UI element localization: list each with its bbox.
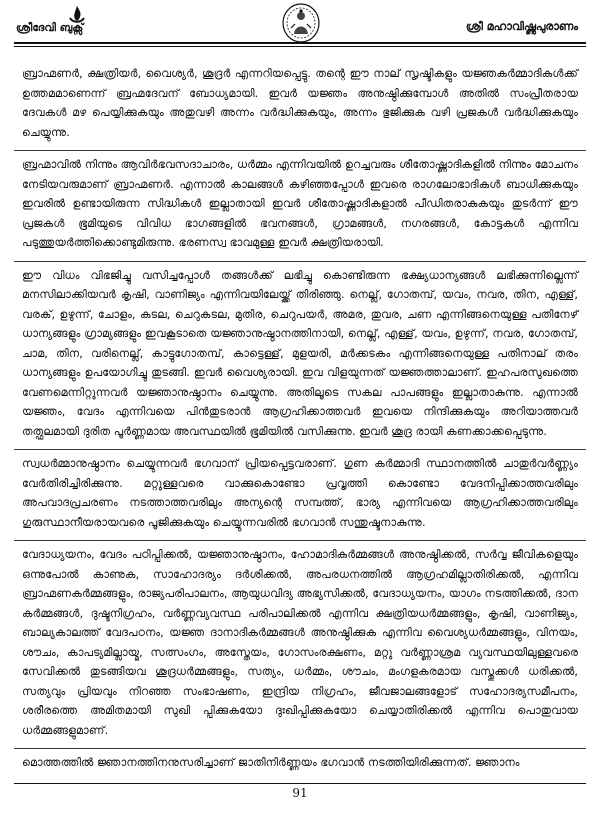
paragraph-4: സ്വധർമ്മാനുഷ്ഠാനം ചെയ്യുന്നവർ ഭഗവാന് പ്രിയപ്പെട്ടവരാണ്. ഗുണ കർമ്മാദി സ്ഥാനത്തിൽ ചാതുർവർണ്ണ്യം വേർതിരിച്ചിരിക്കുന്നു. മറ്റുള്ളവരെ വാക്കുകൊണ്ടോ പ്രവൃത്തി കൊണ്ടോ വേദനിപ്പിക്കാത്തവരിലും അപവാദപ്രചരണം നടത്താത്തവരിലും അന്യന്റെ സമ്പത്ത്, ഭാര്യ എന്നിവയെ ആഗ്രഹിക്കാത്തവരിലും ഗുരുസ്ഥാനീയരായവരെ പൂജിക്കുകയും ചെയ്യുന്നവരിൽ ഭഗവാൻ സന്തുഷ്ടനാകുന്നു.: [14, 449, 586, 538]
page-number: 91: [292, 786, 308, 800]
book-title: ശ്രീ മഹാവിഷ്ണുപുരാണം: [465, 20, 578, 33]
deity-emblem-icon: [281, 2, 321, 44]
paragraph-2: ബ്രഹ്മാവിൽ നിന്നും ആവിർഭവസദാചാരം, ധർമ്മം എന്നിവയിൽ ഉറച്ചവരും ശീതോഷ്ണാദികളിൽ നിന്നും മോചനം നേടിയവരുമാണ് ബ്രാഹ്മണർ. എന്നാൽ കാലങ്ങൾ കഴിഞ്ഞപ്പോൾ ഇവരെ രാഗലോഭാദികൾ ബാധിക്കുകയും ഇവരിൽ ഉണ്ടായിരുന്ന സിദ്ധികൾ ഇല്ലാതായി ഇവർ ശീതോഷ്ണാദികളാൽ പീഡിതരാകുകയും തുടർന്ന് ഈ പ്രജകൾ ഭൂമിയുടെ വിവിധ ഭാഗങ്ങളിൽ ഭവനങ്ങൾ, ഗ്രാമങ്ങൾ, നഗരങ്ങൾ, കോട്ടകൾ എന്നിവ പടുത്തുയർത്തിക്കൊണ്ടുമിരുന്നു. ഭരണസ്വ ഭാവമുള്ള ഇവർ ക്ഷത്രിയരായി.: [14, 150, 586, 259]
paragraph-1: ബ്രാഹ്മണർ, ക്ഷത്രിയർ, വൈശ്യർ, ശൂദ്രർ എന്നറിയപ്പെട്ടു. തന്റെ ഈ നാല് സൃഷ്ടികളും യജ്ഞകർമ്മാദികൾക്ക് ഉത്തമമാണെന്ന് ബ്രഹ്മദേവന് ബോധ്യമായി. ഇവർ യജ്ഞം അനുഷ്ഠിക്കുമ്പോൾ അതിൽ സംപ്രീതരായ ദേവകൾ മഴ പെയ്യിക്കുകയും അതുവഴി അന്നം വർദ്ധിക്കുകയും, അന്നം ഭുജിക്കുക വഴി പ്രജകൾ വർദ്ധിക്കുകയും ചെയ്യുന്നു.: [22, 67, 578, 139]
paragraph-6: മൊത്തത്തിൽ ജ്ഞാനത്തിനനുസരിച്ചാണ് ജാതിനിർണ്ണയം ഭഗവാൻ നടത്തിയിരിക്കുന്നത്. ജ്ഞാനം: [14, 748, 586, 779]
header-divider: [14, 42, 586, 44]
page-header: [0, 0, 600, 58]
footer-divider: [14, 783, 586, 784]
header-divider-thin: [14, 46, 586, 47]
paragraph-3: ഈ വിധം വിഭജിച്ചു വസിച്ചപ്പോൾ തങ്ങൾക്ക് ലഭിച്ചു കൊണ്ടിരുന്ന ഭക്ഷ്യധാന്യങ്ങൾ ലഭിക്കുന്നില്ലെന്ന് മനസിലാക്കിയവർ കൃഷി, വാണിജ്യം എന്നിവയിലേയ്ക്ക് തിരിഞ്ഞു. നെല്ല്, ഗോതമ്പ്, യവം, നവര, തിന, എള്ള്, വരക്, ഉഴുന്ന്, ചോളം, കടല, ചെറുകടല, മുതിര, ചെറുപയർ, അമര, തുവര, ചണ എന്നിങ്ങനെയുള്ള പതിനേഴ് ധാന്യങ്ങളും ഗ്രാമ്യങ്ങളും ഇവകൂടാതെ യജ്ഞാനുഷ്ഠാനത്തിനായി, നെല്ല്, എള്ള്, യവം, ഉഴുന്ന്, നവര, ഗോതമ്പ്, ചാമ, തിന, വരിനെല്ല്, കാട്ടുഗോതമ്പ്, കാട്ടെള്ള്, മുളയരി, മർക്കടകം എന്നിങ്ങനെയുള്ള പതിനാല് തരം ധാന്യങ്ങളും ഉപയോഗിച്ചു തുടങ്ങി. ഇവർ വൈശ്യരായി. ഇവ വിളയുന്നത് യജ്ഞത്താലാണ്. ഇഹപരസുഖത്തെ വേണമെന്നിറ്റുന്നവർ യജ്ഞാനുഷ്ഠാനം ചെയ്യുന്നു. അതിലൂടെ സകല പാപങ്ങളും ഇല്ലാതാകുന്നു. എന്നാൽ യജ്ഞം, വേദം എന്നിവയെ പിൻതുടരാൻ ആഗ്രഹിക്കാത്തവർ ഇവയെ നിന്ദിക്കുകയും അറിയാത്തവർ തത്ഫലമായി ദുരിത പൂർണ്ണമായ അവസ്ഥയിൽ ഭൂമിയിൽ വസിക്കുന്നു. ഇവർ ശൂദ്ര രായി കണക്കാക്കപ്പെടുന്നു.: [14, 261, 586, 448]
publisher-name: ശ്രീദേവി ബുക്സ്: [16, 22, 84, 34]
page-body: [14, 60, 586, 781]
paragraph-5: വേദാധ്യയനം, വേദം പഠിപ്പിക്കൽ, യജ്ഞാനുഷ്ഠാനം, ഹോമാദികർമ്മങ്ങൾ അനുഷ്ഠിക്കൽ, സർവ്വ ജീവികളെയും ഒന്നുപോൽ കാണുക, സാഹോദര്യം ദർശിക്കൽ, അപരധനത്തിൽ ആഗ്രഹമില്ലാതിരിക്കൽ, എന്നിവ ബ്രാഹ്മണകർമ്മങ്ങളും, രാജ്യപരിപാലനം, ആയുധവിദ്യ അഭ്യസിക്കൽ, വേദാധ്യയനം, യാഗം നടത്തിക്കൽ, ദാന കർമ്മങ്ങൾ, ദുഷ്ടനിഗ്രഹം, വർണ്ണവ്യവസ്ഥ പരിപാലിക്കൽ എന്നിവ ക്ഷത്രിയധർമ്മങ്ങളും, കൃഷി, വാണിജ്യം, ബാല്യകാലത്ത് വേദപഠനം, യജ്ഞ ദാനാദികർമ്മങ്ങൾ അനുഷ്ഠിക്കുക എന്നിവ വൈശ്യധർമ്മങ്ങളും, വിനയം, ശൗചം, കാപട്യമില്ലായ്മ, സത്സംഗം, അസ്തേയം, ഗോസംരക്ഷണം, മറ്റു വർണ്ണാശ്രമ വ്യവസ്ഥയിലുള്ളവരെ സേവിക്കൽ തുടങ്ങിയവ ശൂദ്രധർമ്മങ്ങളും, സത്യം, ധർമ്മം, ശൗചം, മംഗളകരമായ വസ്തുക്കൾ ധരിക്കൽ, സത്യവും പ്രിയവും നിറഞ്ഞ സംഭാഷണം, ഇന്ദ്രിയ നിഗ്രഹം, ജീവജാലങ്ങളോട് സഹോദര്യസമീപനം, ശരീരത്തെ അമിതമായി സുഖി പ്പിക്കുകയോ ദുഃഖിപ്പിക്കുകയോ ചെയ്യാതിരിക്കൽ എന്നിവ പൊതുവായ ധർമ്മങ്ങളുമാണ്.: [14, 540, 586, 746]
